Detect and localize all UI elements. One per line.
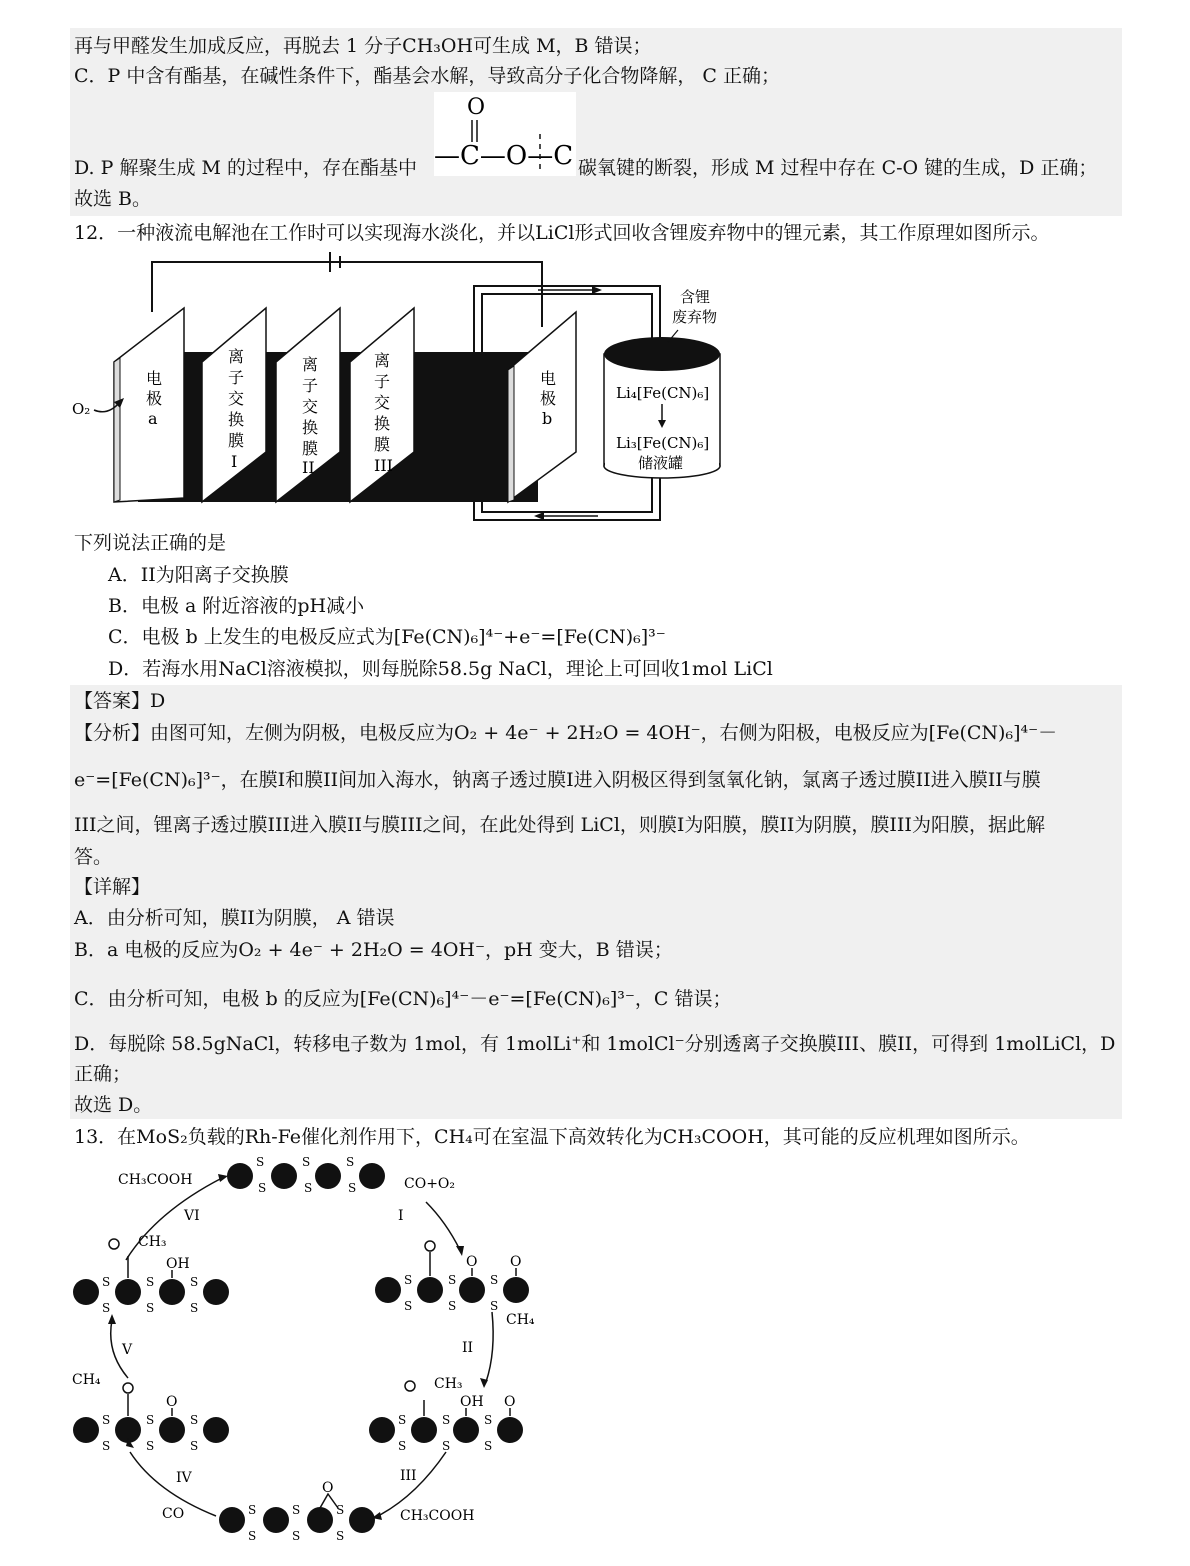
svg-text:II: II (462, 1340, 474, 1356)
svg-text:S: S (302, 1155, 311, 1169)
svg-text:O: O (166, 1394, 178, 1410)
svg-text:b: b (542, 409, 553, 428)
svg-text:S: S (336, 1503, 345, 1517)
svg-text:交: 交 (228, 389, 245, 408)
svg-text:换: 换 (228, 410, 245, 429)
svg-text:S: S (102, 1413, 111, 1427)
svg-text:膜: 膜 (228, 431, 245, 450)
q12-answer: 【答案】D (74, 690, 166, 712)
svg-text:CH₃: CH₃ (138, 1234, 167, 1250)
svg-text:S: S (146, 1413, 155, 1427)
prev-line-d-start: D. P 解聚生成 M 的过程中，存在酯基中 (74, 157, 417, 179)
ester-formula: —C—O—C (434, 141, 574, 171)
svg-text:III: III (374, 456, 393, 475)
svg-text:S: S (146, 1301, 155, 1315)
svg-text:OH: OH (460, 1394, 484, 1410)
svg-text:OH: OH (166, 1256, 190, 1272)
svg-text:S: S (146, 1439, 155, 1453)
svg-text:CO+O₂: CO+O₂ (404, 1176, 456, 1192)
ester-structure (434, 92, 576, 176)
svg-text:S: S (248, 1503, 257, 1517)
q13-mechanism-figure (66, 1152, 546, 1562)
svg-text:离: 离 (228, 347, 245, 366)
svg-text:换: 换 (302, 418, 319, 437)
svg-text:膜: 膜 (374, 435, 391, 454)
svg-text:CO: CO (162, 1506, 185, 1522)
svg-text:V: V (122, 1342, 133, 1358)
q12-detail-d-1: D．每脱除 58.5gNaCl，转移电子数为 1mol，有 1molLi⁺和 1molCl⁻分别透离子交换膜III、膜II，可得到 1molLiCl，D (74, 1033, 1116, 1055)
svg-text:S: S (102, 1301, 111, 1315)
svg-text:S: S (102, 1439, 111, 1453)
q12-analysis-3: III之间，锂离子透过膜III进入膜II与膜III之间，在此处得到 LiCl，则膜I为阳膜，膜II为阴膜，膜III为阳膜，据此解 (74, 814, 1045, 836)
q12-detail-d-2: 正确； (74, 1063, 132, 1085)
svg-text:O: O (466, 1254, 478, 1270)
svg-text:CH₃COOH: CH₃COOH (118, 1172, 193, 1188)
q12-detail-a: A．由分析可知，膜II为阴膜， A 错误 (74, 907, 395, 929)
svg-text:S: S (346, 1155, 355, 1169)
svg-text:S: S (146, 1275, 155, 1289)
svg-text:交: 交 (302, 397, 319, 416)
svg-text:CH₄: CH₄ (506, 1312, 535, 1328)
svg-text:S: S (292, 1529, 301, 1543)
svg-text:交: 交 (374, 393, 391, 412)
svg-text:废弃物: 废弃物 (672, 308, 718, 326)
svg-text:S: S (248, 1529, 257, 1543)
svg-text:O: O (322, 1480, 334, 1496)
svg-text:S: S (398, 1439, 407, 1453)
svg-text:II: II (302, 458, 315, 477)
svg-text:S: S (256, 1155, 265, 1169)
svg-text:离: 离 (302, 355, 319, 374)
svg-text:S: S (190, 1275, 199, 1289)
svg-text:储液罐: 储液罐 (638, 454, 684, 472)
svg-text:换: 换 (374, 414, 391, 433)
svg-text:CH₃COOH: CH₃COOH (400, 1508, 475, 1524)
svg-text:S: S (490, 1299, 499, 1313)
svg-text:S: S (190, 1439, 199, 1453)
svg-text:S: S (490, 1273, 499, 1287)
svg-text:电: 电 (540, 369, 557, 388)
svg-text:Li₄[Fe(CN)₆]: Li₄[Fe(CN)₆] (616, 384, 710, 402)
q12-analysis-4: 答。 (74, 846, 113, 868)
svg-text:I: I (231, 452, 238, 471)
svg-text:I: I (398, 1208, 404, 1224)
svg-text:S: S (398, 1413, 407, 1427)
svg-text:III: III (400, 1468, 417, 1484)
label-o2: O₂ (72, 400, 91, 418)
q12-detail-c: C．由分析可知，电极 b 的反应为[Fe(CN)₆]⁴⁻－e⁻=[Fe(CN)₆]³⁻，C 错误； (74, 988, 732, 1010)
prev-choice: 故选 B。 (74, 188, 152, 210)
svg-text:子: 子 (302, 376, 319, 395)
svg-text:S: S (348, 1181, 357, 1195)
svg-text:S: S (404, 1299, 413, 1313)
svg-text:CH₃: CH₃ (434, 1376, 463, 1392)
svg-text:S: S (442, 1413, 451, 1427)
prev-line-c: C．P 中含有酯基，在碱性条件下，酯基会水解，导致高分子化合物降解， C 正确； (74, 65, 780, 87)
q12-choice: 故选 D。 (74, 1094, 153, 1116)
svg-text:S: S (190, 1301, 199, 1315)
q12-detail-b: B．a 电极的反应为O₂ + 4e⁻ + 2H₂O = 4OH⁻，pH 变大，B 错误； (74, 939, 673, 961)
svg-text:S: S (404, 1273, 413, 1287)
svg-text:VI: VI (184, 1208, 200, 1224)
q12-option-a[interactable]: A．II为阳离子交换膜 (108, 564, 289, 586)
ester-o-top: O (467, 95, 486, 120)
svg-text:Li₃[Fe(CN)₆]: Li₃[Fe(CN)₆] (616, 434, 710, 452)
q13-stem: 13．在MoS₂负载的Rh-Fe催化剂作用下，CH₄可在室温下高效转化为CH₃COOH，其可能的反应机理如图所示。 (74, 1126, 1030, 1148)
svg-text:子: 子 (228, 368, 245, 387)
svg-text:S: S (292, 1503, 301, 1517)
svg-text:极: 极 (540, 389, 557, 408)
svg-text:IV: IV (176, 1470, 192, 1486)
q12-option-b[interactable]: B．电极 a 附近溶液的pH减小 (108, 595, 365, 617)
q12-stem: 12．一种液流电解池在工作时可以实现海水淡化，并以LiCl形式回收含锂废弃物中的锂元素，其工作原理如图所示。 (74, 222, 1050, 244)
svg-text:O: O (504, 1394, 516, 1410)
svg-text:a: a (148, 409, 158, 428)
svg-text:极: 极 (146, 389, 163, 408)
q12-option-d[interactable]: D．若海水用NaCl溶液模拟，则每脱除58.5g NaCl，理论上可回收1mol LiCl (108, 658, 773, 680)
q12-figure (68, 252, 748, 527)
svg-text:膜: 膜 (302, 439, 319, 458)
svg-text:O: O (510, 1254, 522, 1270)
svg-text:S: S (448, 1273, 457, 1287)
svg-text:S: S (102, 1275, 111, 1289)
svg-text:含锂: 含锂 (680, 288, 711, 306)
svg-text:S: S (258, 1181, 267, 1195)
q12-analysis-1: 【分析】由图可知，左侧为阴极，电极反应为O₂ + 4e⁻ + 2H₂O = 4OH⁻，右侧为阳极，电极反应为[Fe(CN)₆]⁴⁻－ (74, 722, 1058, 744)
q12-option-c[interactable]: C．电极 b 上发生的电极反应式为[Fe(CN)₆]⁴⁻+e⁻=[Fe(CN)₆]³⁻ (108, 626, 666, 648)
svg-text:S: S (484, 1439, 493, 1453)
svg-text:子: 子 (374, 372, 391, 391)
svg-text:S: S (304, 1181, 313, 1195)
prev-line-b: 再与甲醛发生加成反应，再脱去 1 分子CH₃OH可生成 M，B 错误； (74, 35, 652, 57)
svg-text:S: S (336, 1529, 345, 1543)
q12-prompt: 下列说法正确的是 (74, 532, 227, 554)
prev-line-d-end: 碳氧键的断裂，形成 M 过程中存在 C-O 键的生成，D 正确； (578, 157, 1098, 179)
svg-text:离: 离 (374, 351, 391, 370)
svg-text:S: S (190, 1413, 199, 1427)
q12-detail-heading: 【详解】 (74, 876, 151, 898)
svg-text:S: S (484, 1413, 493, 1427)
q12-analysis-2: e⁻=[Fe(CN)₆]³⁻，在膜I和膜II间加入海水，钠离子透过膜I进入阴极区得到氢氧化钠，氯离子透过膜II进入膜II与膜 (74, 769, 1041, 791)
svg-text:S: S (448, 1299, 457, 1313)
svg-text:S: S (442, 1439, 451, 1453)
svg-text:电: 电 (146, 369, 163, 388)
svg-text:CH₄: CH₄ (72, 1372, 101, 1388)
